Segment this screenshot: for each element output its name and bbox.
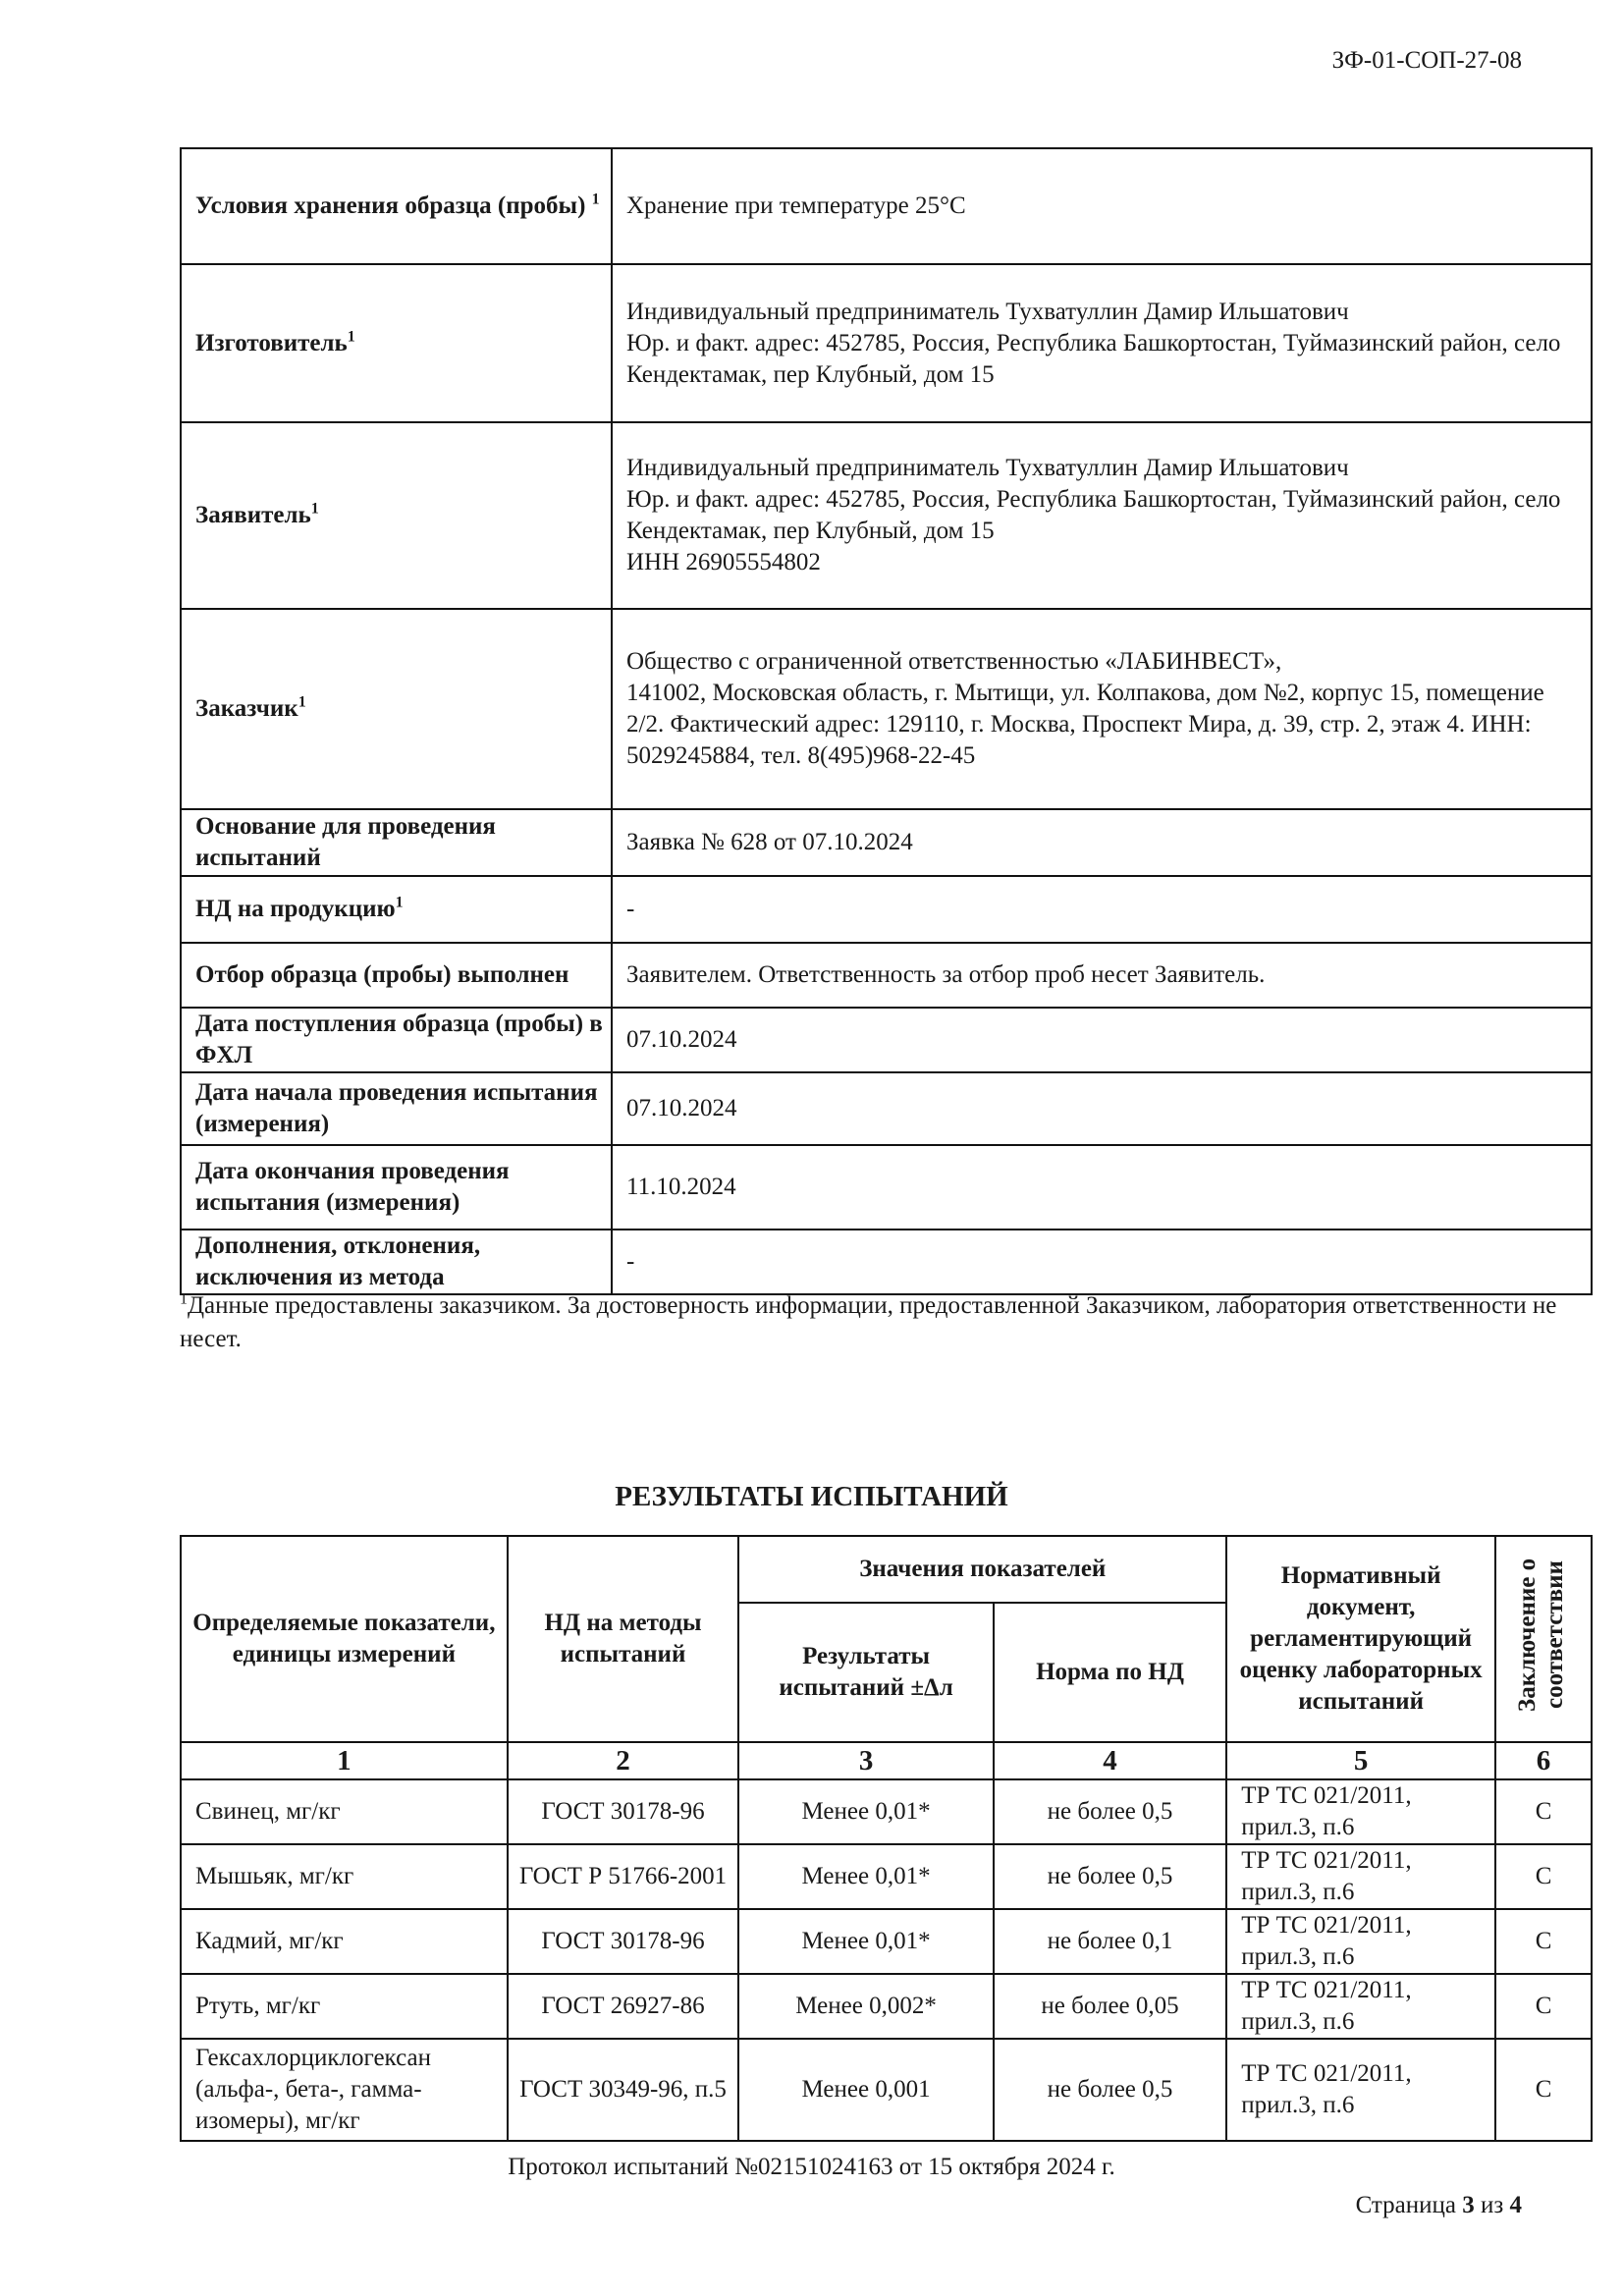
indicator-cell: Кадмий, мг/кг — [181, 1909, 508, 1974]
results-title: РЕЗУЛЬТАТЫ ИСПЫТАНИЙ — [615, 1481, 1008, 1512]
info-row-deviations — [181, 1230, 1592, 1294]
method-cell: ГОСТ 26927-86 — [508, 1974, 739, 2039]
conclusion-cell: С — [1495, 1974, 1592, 2039]
indicator-cell: Гексахлорциклогексан (альфа-, бета-, гамма-изомеры), мг/кг — [181, 2039, 508, 2141]
info-label: Дата начала проведения испытания (измерения) — [181, 1072, 612, 1145]
page-number: Страница 3 из 4 — [1355, 2192, 1522, 2218]
results-table — [180, 1535, 1593, 2142]
info-label: Отбор образца (пробы) выполнен — [181, 943, 612, 1008]
info-value: - — [612, 1230, 1592, 1294]
table-row — [181, 1779, 1592, 1844]
norm-cell: не более 0,5 — [994, 1844, 1226, 1909]
info-value: Заявка № 628 от 07.10.2024 — [612, 809, 1592, 876]
info-row-manufacturer — [181, 264, 1592, 422]
norm-cell: не более 0,1 — [994, 1909, 1226, 1974]
info-value: 07.10.2024 — [612, 1072, 1592, 1145]
norm-document-cell: ТР ТС 021/2011, прил.3, п.6 — [1226, 1909, 1495, 1974]
conclusion-cell: С — [1495, 1909, 1592, 1974]
column-number: 6 — [1495, 1742, 1592, 1779]
info-label: Изготовитель$^1$ — [181, 264, 612, 422]
table-row — [181, 1909, 1592, 1974]
info-row-product-nd — [181, 876, 1592, 943]
table-row — [181, 1844, 1592, 1909]
header-method: НД на методы испытаний — [508, 1536, 739, 1742]
column-number: 4 — [994, 1742, 1226, 1779]
info-row-receipt-date — [181, 1008, 1592, 1072]
header-conclusion: Заключение о соответствии — [1495, 1536, 1592, 1742]
conclusion-cell: С — [1495, 1844, 1592, 1909]
result-cell: Менее 0,001 — [738, 2039, 994, 2141]
norm-document-cell: ТР ТС 021/2011, прил.3, п.6 — [1226, 1974, 1495, 2039]
info-label: Дополнения, отклонения, исключения из метода — [181, 1230, 612, 1294]
result-cell: Менее 0,01* — [738, 1909, 994, 1974]
column-number-row — [181, 1742, 1592, 1779]
info-row-storage — [181, 148, 1592, 264]
info-value: Индивидуальный предприниматель Тухватуллин Дамир Ильшатович Юр. и факт. адрес: 452785, Россия, Республика Башкортостан, Туймазинский район, село Кендектамак, пер Клубный, дом 15 — [612, 264, 1592, 422]
results-header-row — [181, 1536, 1592, 1603]
info-value: - — [612, 876, 1592, 943]
protocol-reference: Протокол испытаний №02151024163 от 15 октября 2024 г. — [508, 2154, 1115, 2180]
info-value: 07.10.2024 — [612, 1008, 1592, 1072]
column-number: 3 — [738, 1742, 994, 1779]
conclusion-cell: С — [1495, 2039, 1592, 2141]
info-row-customer — [181, 609, 1592, 809]
info-label: Заявитель$^1$ — [181, 422, 612, 609]
header-norm: Норма по НД — [994, 1603, 1226, 1742]
column-number: 1 — [181, 1742, 508, 1779]
header-values-group: Значения показателей — [738, 1536, 1226, 1603]
info-row-basis — [181, 809, 1592, 876]
sample-info-table — [180, 147, 1593, 1295]
header-norm-document: Нормативный документ, регламентирующий оценку лабораторных испытаний — [1226, 1536, 1495, 1742]
result-cell: Менее 0,01* — [738, 1844, 994, 1909]
indicator-cell: Мышьяк, мг/кг — [181, 1844, 508, 1909]
method-cell: ГОСТ 30178-96 — [508, 1909, 739, 1974]
norm-document-cell: ТР ТС 021/2011, прил.3, п.6 — [1226, 2039, 1495, 2141]
info-value: 11.10.2024 — [612, 1145, 1592, 1230]
info-value: Индивидуальный предприниматель Тухватуллин Дамир Ильшатович Юр. и факт. адрес: 452785, Россия, Республика Башкортостан, Туймазинский район, село Кендектамак, пер Клубный, дом 15 ИНН 26905554802 — [612, 422, 1592, 609]
result-cell: Менее 0,002* — [738, 1974, 994, 2039]
info-label: Дата окончания проведения испытания (измерения) — [181, 1145, 612, 1230]
header-result: Результаты испытаний ±Δл — [738, 1603, 994, 1742]
norm-cell: не более 0,5 — [994, 2039, 1226, 2141]
indicator-cell: Свинец, мг/кг — [181, 1779, 508, 1844]
method-cell: ГОСТ 30178-96 — [508, 1779, 739, 1844]
info-label: Заказчик$^1$ — [181, 609, 612, 809]
info-row-start-date — [181, 1072, 1592, 1145]
conclusion-cell: С — [1495, 1779, 1592, 1844]
header-indicator: Определяемые показатели, единицы измерений — [181, 1536, 508, 1742]
norm-document-cell: ТР ТС 021/2011, прил.3, п.6 — [1226, 1779, 1495, 1844]
result-cell: Менее 0,01* — [738, 1779, 994, 1844]
indicator-cell: Ртуть, мг/кг — [181, 1974, 508, 2039]
info-label: НД на продукцию$^1$ — [181, 876, 612, 943]
document-code: ЗФ-01-СОП-27-08 — [1331, 47, 1522, 74]
norm-cell: не более 0,5 — [994, 1779, 1226, 1844]
method-cell: ГОСТ Р 51766-2001 — [508, 1844, 739, 1909]
method-cell: ГОСТ 30349-96, п.5 — [508, 2039, 739, 2141]
info-label: Основание для проведения испытаний — [181, 809, 612, 876]
info-row-applicant — [181, 422, 1592, 609]
info-label: Условия хранения образца (пробы) $^1$ — [181, 148, 612, 264]
table-row — [181, 2039, 1592, 2141]
norm-document-cell: ТР ТС 021/2011, прил.3, п.6 — [1226, 1844, 1495, 1909]
info-row-end-date — [181, 1145, 1592, 1230]
footnote: $^1$Данные предоставлены заказчиком. За достоверность информации, предоставленной Заказчиком, лаборатория ответственности не несет. — [180, 1290, 1557, 1352]
norm-cell: не более 0,05 — [994, 1974, 1226, 2039]
column-number: 5 — [1226, 1742, 1495, 1779]
info-value: Заявителем. Ответственность за отбор проб несет Заявитель. — [612, 943, 1592, 1008]
info-row-sampling — [181, 943, 1592, 1008]
info-value: Хранение при температуре 25°С — [612, 148, 1592, 264]
info-label: Дата поступления образца (пробы) в ФХЛ — [181, 1008, 612, 1072]
column-number: 2 — [508, 1742, 739, 1779]
table-row — [181, 1974, 1592, 2039]
info-value: Общество с ограниченной ответственностью «ЛАБИНВЕСТ», 141002, Московская область, г. Мытищи, ул. Колпакова, дом №2, корпус 15, помещение 2/2. Фактический адрес: 129110, г. Москва, Проспект Мира, д. 39, стр. 2, этаж 4. ИНН: 5029245884, тел. 8(495)968-22-45 — [612, 609, 1592, 809]
